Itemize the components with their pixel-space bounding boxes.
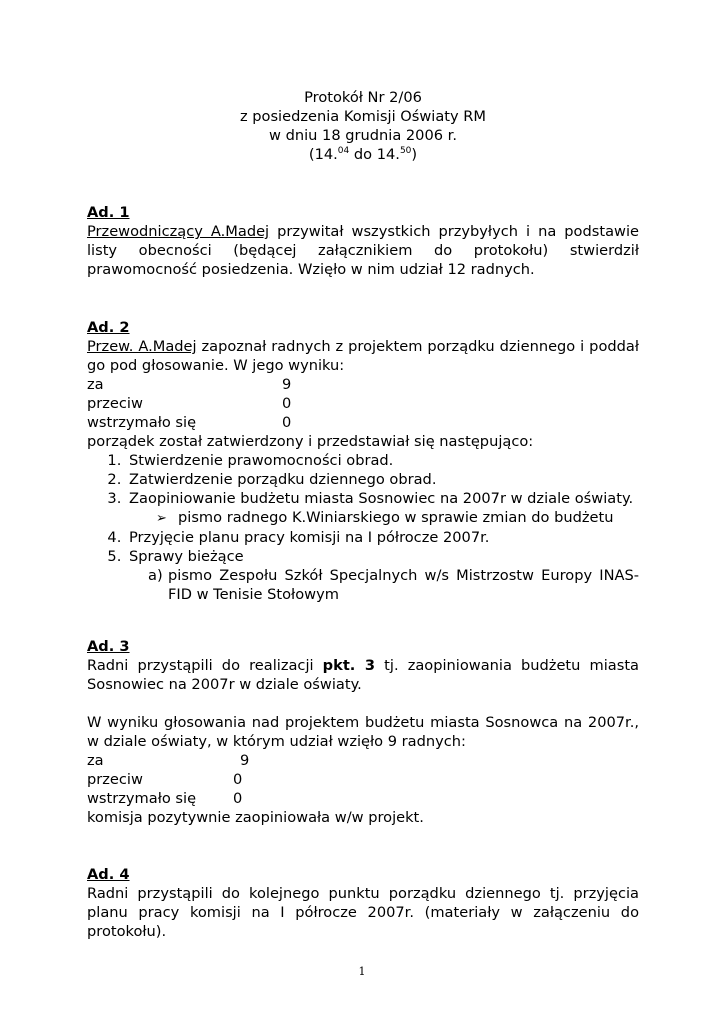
section-ad1 (87, 203, 639, 279)
ad3-after-text: komisja pozytywnie zaopiniowała w/w projekt. (87, 809, 424, 826)
ad3-paragraph-2: W wyniku głosowania nad projektem budżetu miasta Sosnowca na 2007r., w dziale oświaty, w którym udział wzięło 9 radnych: (87, 714, 639, 750)
agenda-subitem-list (87, 508, 639, 528)
agenda-list (87, 451, 639, 604)
ad3-vote-table (87, 751, 639, 808)
ad2-chair-name: Przew. A.Madej (87, 338, 197, 355)
section-ad2 (87, 318, 639, 604)
vote-row: za 9 (87, 752, 250, 769)
vote-row: przeciw 0 (87, 395, 292, 412)
section-ad3 (87, 637, 639, 827)
ad2-heading: Ad. 2 (87, 319, 130, 336)
vote-row: wstrzymało się 0 (87, 790, 243, 807)
ad4-heading: Ad. 4 (87, 866, 130, 883)
meeting-subtitle: z posiedzenia Komisji Oświaty RM (239, 108, 487, 125)
ad4-paragraph: Radni przystąpili do kolejnego punktu porządku dziennego tj. przyjęcia planu pracy komisji na I półrocze 2007r. (materiały w załączeniu do protokołu). (87, 885, 639, 940)
ad3-heading: Ad. 3 (87, 638, 130, 655)
ad1-heading: Ad. 1 (87, 204, 130, 221)
page-number: 1 (358, 965, 366, 978)
document-header (87, 88, 639, 164)
agenda-item: 3. Zaopiniowanie budżetu miasta Sosnowiec na 2007r w dziale oświaty. ➢ pismo radnego K.Winiarskiego w sprawie zmian do budżetu (126, 489, 639, 528)
ad2-vote-table (87, 375, 639, 432)
agenda-item: 2. Zatwierdzenie porządku dziennego obrad. (126, 470, 639, 489)
agenda-subitem: ➢ pismo radnego K.Winiarskiego w sprawie zmian do budżetu (153, 508, 639, 528)
section-ad4 (87, 865, 639, 941)
agenda-item: 4. Przyjęcie planu pracy komisji na I półrocze 2007r. (126, 528, 639, 547)
ad2-after-text: porządek został zatwierdzony i przedstawiał się następująco: (87, 433, 534, 450)
ad2-paragraph: Przew. A.Madej zapoznał radnych z projektem porządku dziennego i poddał go pod głosowanie. W jego wyniku: (87, 338, 639, 374)
ad3-paragraph: Radni przystąpili do realizacji pkt. 3 tj. zaopiniowania budżetu miasta Sosnowiec na 2007r w dziale oświaty. (87, 657, 639, 693)
agenda-item: 1. Stwierdzenie prawomocności obrad. (126, 451, 639, 470)
vote-row: przeciw 0 (87, 771, 243, 788)
ad1-paragraph: Przewodniczący A.Madej przywitał wszystkich przybyłych i na podstawie listy obecności (będącej załącznikiem do protokołu) stwierdził prawomocność posiedzenia. Wzięło w nim udział 12 radnych. (87, 223, 639, 278)
agenda-item: 5. Sprawy bieżące a) pismo Zespołu Szkół Specjalnych w/s Mistrzostw Europy INAS-FID w Tenisie Stołowym (126, 547, 639, 604)
agenda-alpha-list (87, 566, 639, 604)
agenda-alpha-item: a) pismo Zespołu Szkół Specjalnych w/s Mistrzostw Europy INAS-FID w Tenisie Stołowym (148, 567, 639, 603)
meeting-time: (14.04 do 14.50) (308, 146, 418, 163)
protocol-title: Protokół Nr 2/06 (304, 89, 422, 106)
vote-row: za 9 (87, 376, 292, 393)
ad1-chair-name: Przewodniczący A.Madej (87, 223, 270, 240)
vote-row: wstrzymało się 0 (87, 414, 292, 431)
meeting-date: w dniu 18 grudnia 2006 r. (269, 127, 457, 144)
